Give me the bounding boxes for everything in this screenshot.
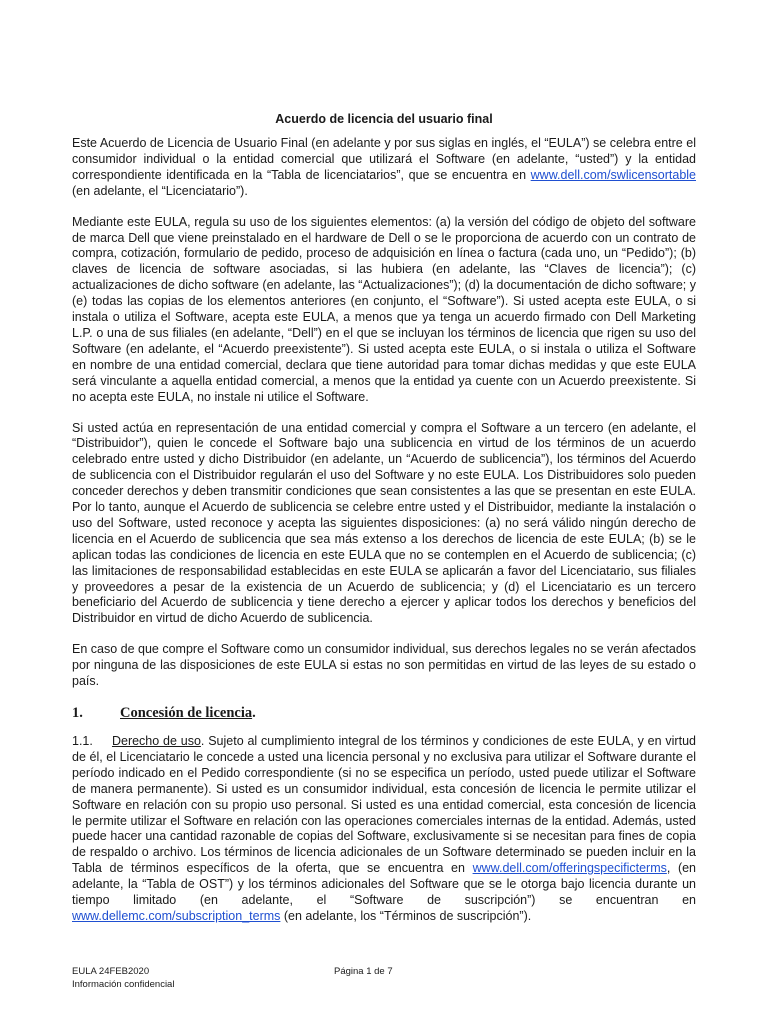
clause-text-b: , (en adelante, la “Tabla de OST”) y los términos adicionales del Software que se le otorga bajo licencia durante un tiempo limitado (en adelante, el “Software de suscripción”) se encuentran en [72,861,697,908]
intro-text-end: (en adelante, el “Licenciatario”). [72,183,248,198]
consumer-rights-paragraph: En caso de que compre el Software como un consumidor individual, sus derechos legales no se verán afectados por ninguna de las disposiciones de este EULA si estas no son permitidas en virtud de las leyes de su estado o país. [72,642,696,689]
section-title-suffix: . [252,705,256,721]
intro-text: Este Acuerdo de Licencia de Usuario Final (en adelante y por sus siglas en inglés, el “EULA”) se celebra entre el consumidor individual o la entidad comercial que utilizará el Software (en adelante, “usted”) y la entidad correspondiente identificada en la “Tabla de licenciatarios”, que se encuentra en [72,136,696,182]
intro-paragraph [72,136,696,200]
section-number: 1. [72,705,83,721]
footer-page-number: Página 1 de 7 [334,966,393,977]
clause-heading: Derecho de uso [111,734,201,748]
document-title: Acuerdo de licencia del usuario final [275,112,493,126]
clause-1-1 [72,734,696,925]
clause-text-a: . Sujeto al cumplimiento integral de los términos y condiciones de este EULA, y en virtud de él, el Licenciatario le concede a usted una licencia personal y no exclusiva para utilizar el Software durante el período indicado en el Pedido correspondiente (si no se especifica un período, usted puede utilizar el Software de manera permanente). Si usted es un consumidor individual, esta concesión de licencia le permite utilizar el Software en relación con su propio uso personal. Si usted es una entidad comercial, esta concesión de licencia le permite utilizar el Software en relación con las operaciones comerciales internas de la entidad. Además, usted puede hacer una cantidad razonable de copias del Software, exclusivamente si se necesitan para fines de copia de respaldo o archivo. Los términos de licencia adicionales de un Software determinado se pueden incluir en la Tabla de términos específicos de la oferta, que se encuentra en [72,734,696,876]
section-title-wrap [120,705,256,722]
scope-paragraph: Mediante este EULA, regula su uso de los siguientes elementos: (a) la versión del código de objeto del software de marca Dell que viene preinstalado en el hardware de Dell o se le proporciona de acuerdo con un contrato de compra, cotización, formulario de pedido, proceso de adquisición en línea o factura (cada uno, un “Pedido”); (b) claves de licencia de software asociadas, si las hubiera (en adelante, las “Claves de licencia”); (c) actualizaciones de dicho software (en adelante, las “Actualizaciones”); (d) la documentación de dicho software; y (e) todas las copias de los elementos anteriores (en conjunto, el “Software”). Si usted acepta este EULA, o si instala o utiliza el Software, acepta este EULA, a menos que ya tenga un acuerdo firmado con Dell Marketing L.P. o una de sus filiales (en adelante, “Dell”) en el que se incluyan los términos de licencia que rigen su uso del Software (en adelante, el “Acuerdo preexistente”). Si usted acepta este EULA, o si instala o utiliza el Software en nombre de una entidad comercial, declara que tiene autoridad para tomar dichas medidas y que este EULA será vinculante a aquella entidad comercial, a menos que la entidad ya cuente con un Acuerdo preexistente. Si no acepta este EULA, no instale ni utilice el Software. [72,214,696,404]
footer-doc-id: EULA 24FEB2020 [72,966,150,977]
footer-left [72,965,174,991]
clause-text-c: (en adelante, los “Términos de suscripción”). [280,908,532,923]
licensor-table-link[interactable]: www.dell.com/swlicensortable [530,167,696,182]
offering-terms-link[interactable]: www.dell.com/offeringspecificterms [472,861,667,876]
document-body [72,112,696,940]
subscription-terms-link[interactable]: www.dellemc.com/subscription_terms [72,908,281,923]
footer-confidential: Información confidencial [72,979,175,990]
section-1-heading [72,705,696,722]
section-title: Concesión de licencia [120,705,253,721]
clause-number: 1.1. [72,734,93,748]
distributor-paragraph: Si usted actúa en representación de una entidad comercial y compra el Software a un tercero (en adelante, el “Distribuidor”), quien le concede el Software bajo una sublicencia en virtud de los términos de un acuerdo celebrado entre usted y dicho Distribuidor (en adelante, un “Acuerdo de sublicencia”), los términos del Acuerdo de sublicencia con el Distribuidor regularán el uso del Software y no este EULA. Los Distribuidores solo pueden conceder derechos y deben transmitir condiciones que sean consistentes a las que se presentan en este EULA. Por lo tanto, aunque el Acuerdo de sublicencia se celebre entre usted y el Distribuidor, mediante la instalación o uso del Software, usted reconoce y acepta las siguientes disposiciones: (a) no será válido ningún derecho de licencia en el Acuerdo de sublicencia que sea más extenso a los derechos de licencia de este EULA; (b) se le aplican todas las condiciones de licencia en este EULA que no se contemplen en el Acuerdo de sublicencia; (c) las limitaciones de responsabilidad establecidas en este EULA se aplicarán a favor del Licenciatario, sus filiales y proveedores a pesar de la existencia de un Acuerdo de sublicencia; y (d) el Licenciatario es un tercero beneficiario del Acuerdo de sublicencia y tiene derecho a ejercer y aplicar todos los derechos y beneficios del Distribuidor en virtud de dicho Acuerdo de sublicencia. [72,420,696,626]
